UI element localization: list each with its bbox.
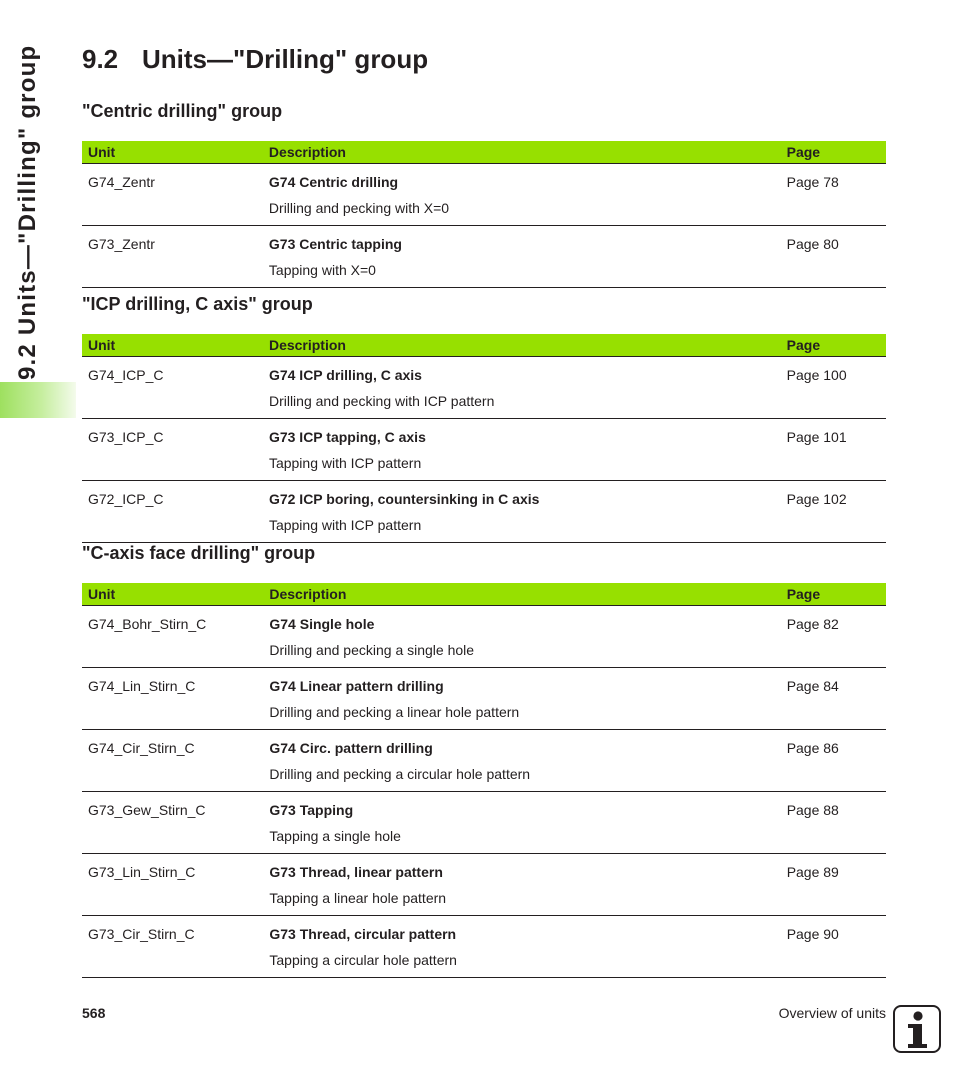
unit-title: G74 Single hole (269, 616, 375, 632)
column-header-page: Page (781, 583, 886, 606)
table-row-detail (82, 632, 886, 668)
unit-description: Drilling and pecking a single hole (263, 632, 780, 668)
unit-description: Tapping with ICP pattern (263, 445, 781, 481)
unit-name: G73_ICP_C (88, 429, 164, 445)
unit-title: G74 Linear pattern drilling (269, 678, 444, 694)
units-table-icp (82, 334, 886, 543)
table-row-detail (82, 383, 886, 419)
unit-title: G73 ICP tapping, C axis (268, 429, 426, 445)
info-icon-glyph (895, 1007, 939, 1051)
unit-name: G74_Bohr_Stirn_C (88, 616, 207, 632)
table-row-detail (82, 756, 886, 792)
unit-title: G73 Tapping (269, 802, 354, 818)
table-header-row (82, 334, 886, 357)
column-header-description: Description (263, 141, 781, 164)
table-row (82, 481, 886, 508)
table-row-detail (82, 880, 886, 916)
section-title: Units—"Drilling" group (142, 44, 429, 74)
table-row (82, 164, 886, 191)
column-header-description: Description (263, 583, 780, 606)
section-heading-centric: "Centric drilling" group (82, 101, 283, 121)
table-row-detail (82, 445, 886, 481)
table-row (82, 854, 886, 881)
table-row (82, 606, 886, 633)
unit-description: Tapping a single hole (263, 818, 780, 854)
section-number: 9.2 (82, 44, 119, 74)
column-header-unit: Unit (82, 334, 263, 357)
page-title (82, 44, 428, 75)
unit-name: G73_Cir_Stirn_C (88, 926, 195, 942)
unit-description: Tapping with X=0 (263, 252, 781, 288)
page-reference[interactable]: Page 88 (786, 802, 839, 818)
unit-name: G74_Lin_Stirn_C (88, 678, 196, 694)
unit-description: Drilling and pecking a circular hole pattern (263, 756, 780, 792)
side-tab-gradient (0, 382, 76, 418)
units-table-c-axis-face (82, 583, 886, 978)
table-row-detail (82, 507, 886, 543)
column-header-description: Description (263, 334, 781, 357)
unit-name: G74_ICP_C (88, 367, 164, 383)
unit-description: Tapping a circular hole pattern (263, 942, 780, 978)
unit-title: G73 Thread, circular pattern (269, 926, 457, 942)
chapter-side-tab (0, 0, 76, 420)
page-reference[interactable]: Page 84 (786, 678, 839, 694)
unit-name: G73_Zentr (88, 236, 155, 252)
table-row (82, 357, 886, 384)
table-row (82, 916, 886, 943)
section-heading-icp: "ICP drilling, C axis" group (82, 294, 313, 314)
table-row-detail (82, 694, 886, 730)
unit-name: G72_ICP_C (88, 491, 164, 507)
table-header-row (82, 583, 886, 606)
page-reference[interactable]: Page 101 (786, 429, 847, 445)
page-reference[interactable]: Page 89 (786, 864, 839, 880)
unit-title: G74 Centric drilling (268, 174, 399, 190)
footer-label: Overview of units (778, 1005, 886, 1021)
section-heading-c-axis-face: "C-axis face drilling" group (82, 543, 316, 563)
unit-title: G74 ICP drilling, C axis (268, 367, 422, 383)
table-row (82, 226, 886, 253)
table-header-row (82, 141, 886, 164)
page-reference[interactable]: Page 78 (786, 174, 839, 190)
page-reference[interactable]: Page 100 (786, 367, 847, 383)
table-row (82, 730, 886, 757)
unit-name: G73_Gew_Stirn_C (88, 802, 206, 818)
table-row (82, 668, 886, 695)
unit-description: Drilling and pecking with ICP pattern (263, 383, 781, 419)
table-row-detail (82, 252, 886, 288)
column-header-unit: Unit (82, 141, 263, 164)
unit-description: Tapping with ICP pattern (263, 507, 781, 543)
page-reference[interactable]: Page 90 (786, 926, 839, 942)
units-table-centric (82, 141, 886, 288)
unit-name: G74_Cir_Stirn_C (88, 740, 195, 756)
column-header-page: Page (781, 141, 886, 164)
page-reference[interactable]: Page 80 (786, 236, 839, 252)
table-row-detail (82, 942, 886, 978)
unit-title: G72 ICP boring, countersinking in C axis (268, 491, 540, 507)
page-number: 568 (82, 1005, 106, 1021)
table-row (82, 792, 886, 819)
unit-description: Tapping a linear hole pattern (263, 880, 780, 916)
unit-description: Drilling and pecking a linear hole pattern (263, 694, 780, 730)
page-reference[interactable]: Page 86 (786, 740, 839, 756)
column-header-unit: Unit (82, 583, 263, 606)
unit-name: G73_Lin_Stirn_C (88, 864, 196, 880)
unit-title: G74 Circ. pattern drilling (269, 740, 433, 756)
column-header-page: Page (781, 334, 886, 357)
side-tab-label: 9.2 Units—"Drilling" group (14, 44, 41, 380)
table-row-detail (82, 818, 886, 854)
unit-description: Drilling and pecking with X=0 (263, 190, 781, 226)
table-row-detail (82, 190, 886, 226)
unit-title: G73 Thread, linear pattern (269, 864, 443, 880)
info-icon (893, 1005, 941, 1053)
page-reference[interactable]: Page 102 (786, 491, 847, 507)
unit-title: G73 Centric tapping (268, 236, 402, 252)
unit-name: G74_Zentr (88, 174, 155, 190)
page-reference[interactable]: Page 82 (786, 616, 839, 632)
table-row (82, 419, 886, 446)
